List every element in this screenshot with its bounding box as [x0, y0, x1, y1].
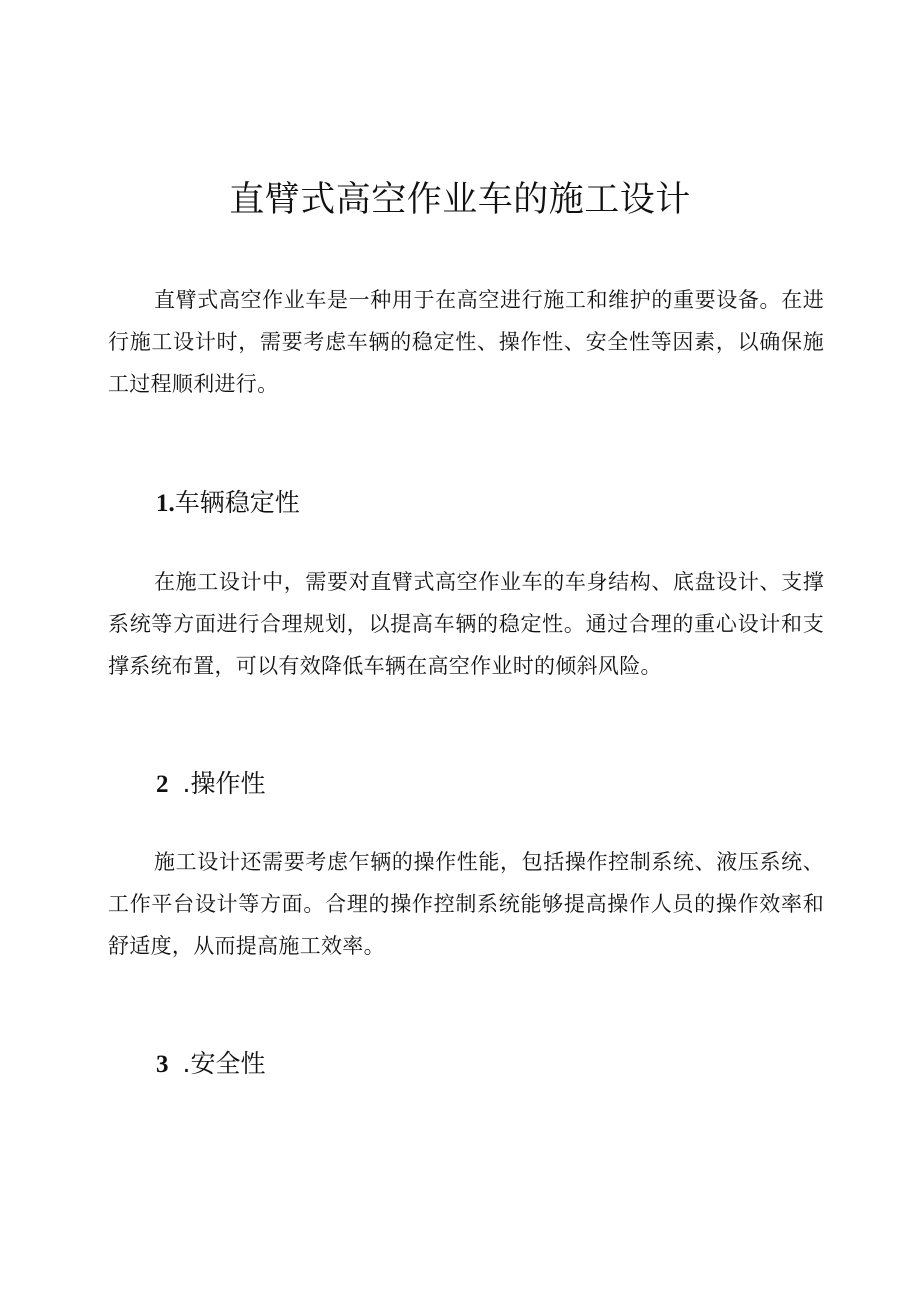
section-heading-stability: [156, 483, 300, 524]
section-number: 3: [156, 1051, 169, 1078]
document-title: 直臂式高空作业车的施工设计: [229, 180, 691, 220]
section-number: 2: [156, 771, 169, 798]
section-body-stability: 在施工设计中，需要对直臂式高空作业车的车身结构、底盘设计、支撑系统等方面进行合理规划，以提高车辆的稳定性。通过合理的重心设计和支撑系统布置，可以有效降低车辆在高空作业时的倾斜风险。: [108, 570, 824, 678]
section-body-operability: 施工设计还需要考虑乍辆的操作性能，包括操作控制系统、液压系统、工作平台设计等方面。合理的操作控制系统能够提高操作人员的操作效率和舒适度，从而提高施工效率。: [108, 850, 824, 958]
intro-paragraph: 直臂式高空作业车是一种用于在高空进行施工和维护的重要设备。在进行施工设计时，需要考虑车辆的稳定性、操作性、安全性等因素，以确保施工过程顺利进行。: [108, 288, 824, 396]
section-heading-operability: [156, 764, 265, 805]
section-heading-text: 车辆稳定性: [174, 488, 300, 517]
section-number: 1.: [156, 490, 175, 517]
section-heading-safety: [156, 1044, 265, 1085]
section-heading-text: .安全性: [182, 1049, 266, 1078]
section-heading-text: .操作性: [182, 769, 266, 798]
